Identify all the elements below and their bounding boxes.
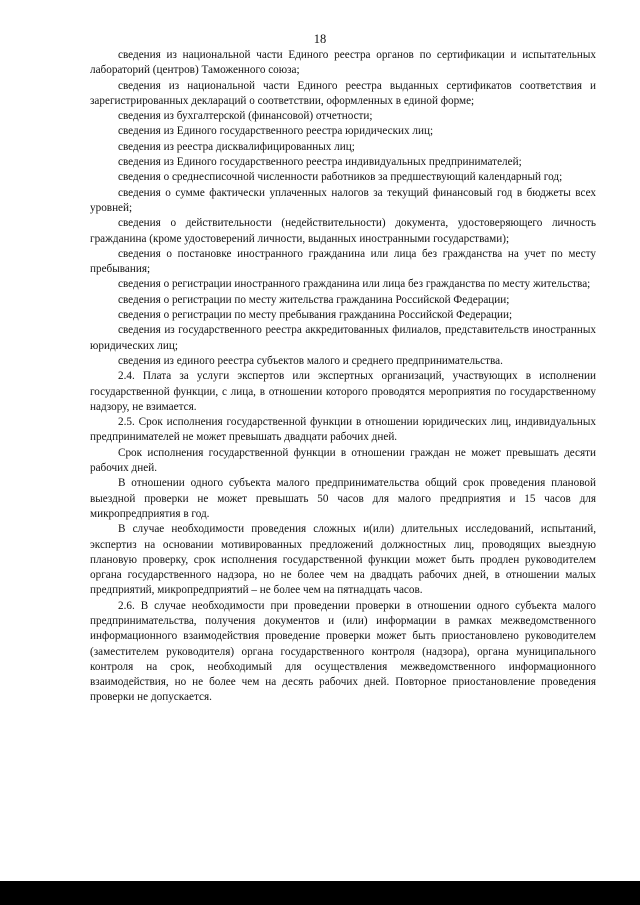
paragraph-14: сведения из государственного реестра аккредитованных филиалов, представительств иностранных юридических лиц; (90, 324, 596, 352)
paragraph-3: сведения из бухгалтерской (финансовой) отчетности; (118, 110, 373, 123)
paragraph-4: сведения из Единого государственного реестра юридических лиц; (118, 125, 434, 138)
scan-border (0, 881, 640, 905)
document-body (90, 48, 596, 706)
paragraph-9: сведения о действительности (недействительности) документа, удостоверяющего личность гражданина (кроме удостоверений личности, выданных иностранными государствами); (90, 217, 596, 245)
paragraph-12: сведения о регистрации по месту жительства гражданина Российской Федерации; (118, 293, 510, 306)
paragraph-15: сведения из единого реестра субъектов малого и среднего предпринимательства. (118, 354, 503, 367)
paragraph-16: 2.4. Плата за услуги экспертов или экспертных организаций, участвующих в исполнении государственной функции, с лица, в отношении которого проводятся мероприятия по государственному надзору, не взимается. (90, 370, 596, 413)
paragraph-20: В случае необходимости проведения сложных и(или) длительных исследований, испытаний, экспертиз на основании мотивированных предложений должностных лиц, проводящих выездную плановую проверку, срок исполнения государственной функции может быть продлен руководителем органа государственного надзора, но не более чем на двадцать рабочих дней, в отношении малых предприятий, микропредприятий – не более чем на пятнадцать часов. (90, 523, 596, 597)
paragraph-10: сведения о постановке иностранного гражданина или лица без гражданства на учет по месту пребывания; (90, 247, 596, 276)
paragraph-21: 2.6. В случае необходимости при проведении проверки в отношении одного субъекта малого предпринимательства, получения документов и (или) информации в рамках межведомственного информационного взаимодействия проведение проверки может быть приостановлено руководителем (заместителем руководителя) органа государственного контроля (надзора), органа муниципального контроля на срок, необходимый для осуществления межведомственного информационного взаимодействия, но не более чем на десять рабочих дней. Повторное приостановление проведения проверки не допускается. (90, 599, 596, 704)
paragraph-7: сведения о среднесписочной численности работников за предшествующий календарный год; (118, 171, 563, 184)
paragraph-8: сведения о сумме фактически уплаченных налогов за текущий финансовый год в бюджеты всех уровней; (90, 186, 596, 214)
paragraph-11: сведения о регистрации иностранного гражданина или лица без гражданства по месту жительства; (118, 278, 591, 291)
paragraph-18: Срок исполнения государственной функции в отношении граждан не может превышать десяти рабочих дней. (90, 446, 596, 475)
page-number: 18 (313, 32, 327, 46)
paragraph-19: В отношении одного субъекта малого предпринимательства общий срок проведения плановой выездной проверки не может превышать 50 часов для малого предприятия и 15 часов для микропредприятия в год. (90, 477, 596, 520)
paragraph-17: 2.5. Срок исполнения государственной функции в отношении юридических лиц, индивидуальных предпринимателей не может превышать двадцати рабочих дней. (90, 416, 596, 444)
paragraph-6: сведения из Единого государственного реестра индивидуальных предпринимателей; (118, 156, 522, 169)
paragraph-13: сведения о регистрации по месту пребывания гражданина Российской Федерации; (118, 309, 513, 322)
paragraph-1: сведения из национальной части Единого реестра органов по сертификации и испытательных лабораторий (центров) Таможенного союза; (90, 49, 596, 77)
paragraph-2: сведения из национальной части Единого реестра выданных сертификатов соответствия и зарегистрированных деклараций о соответствии, оформленных в единой форме; (90, 79, 596, 107)
paragraph-5: сведения из реестра дисквалифицированных лиц; (118, 140, 355, 153)
